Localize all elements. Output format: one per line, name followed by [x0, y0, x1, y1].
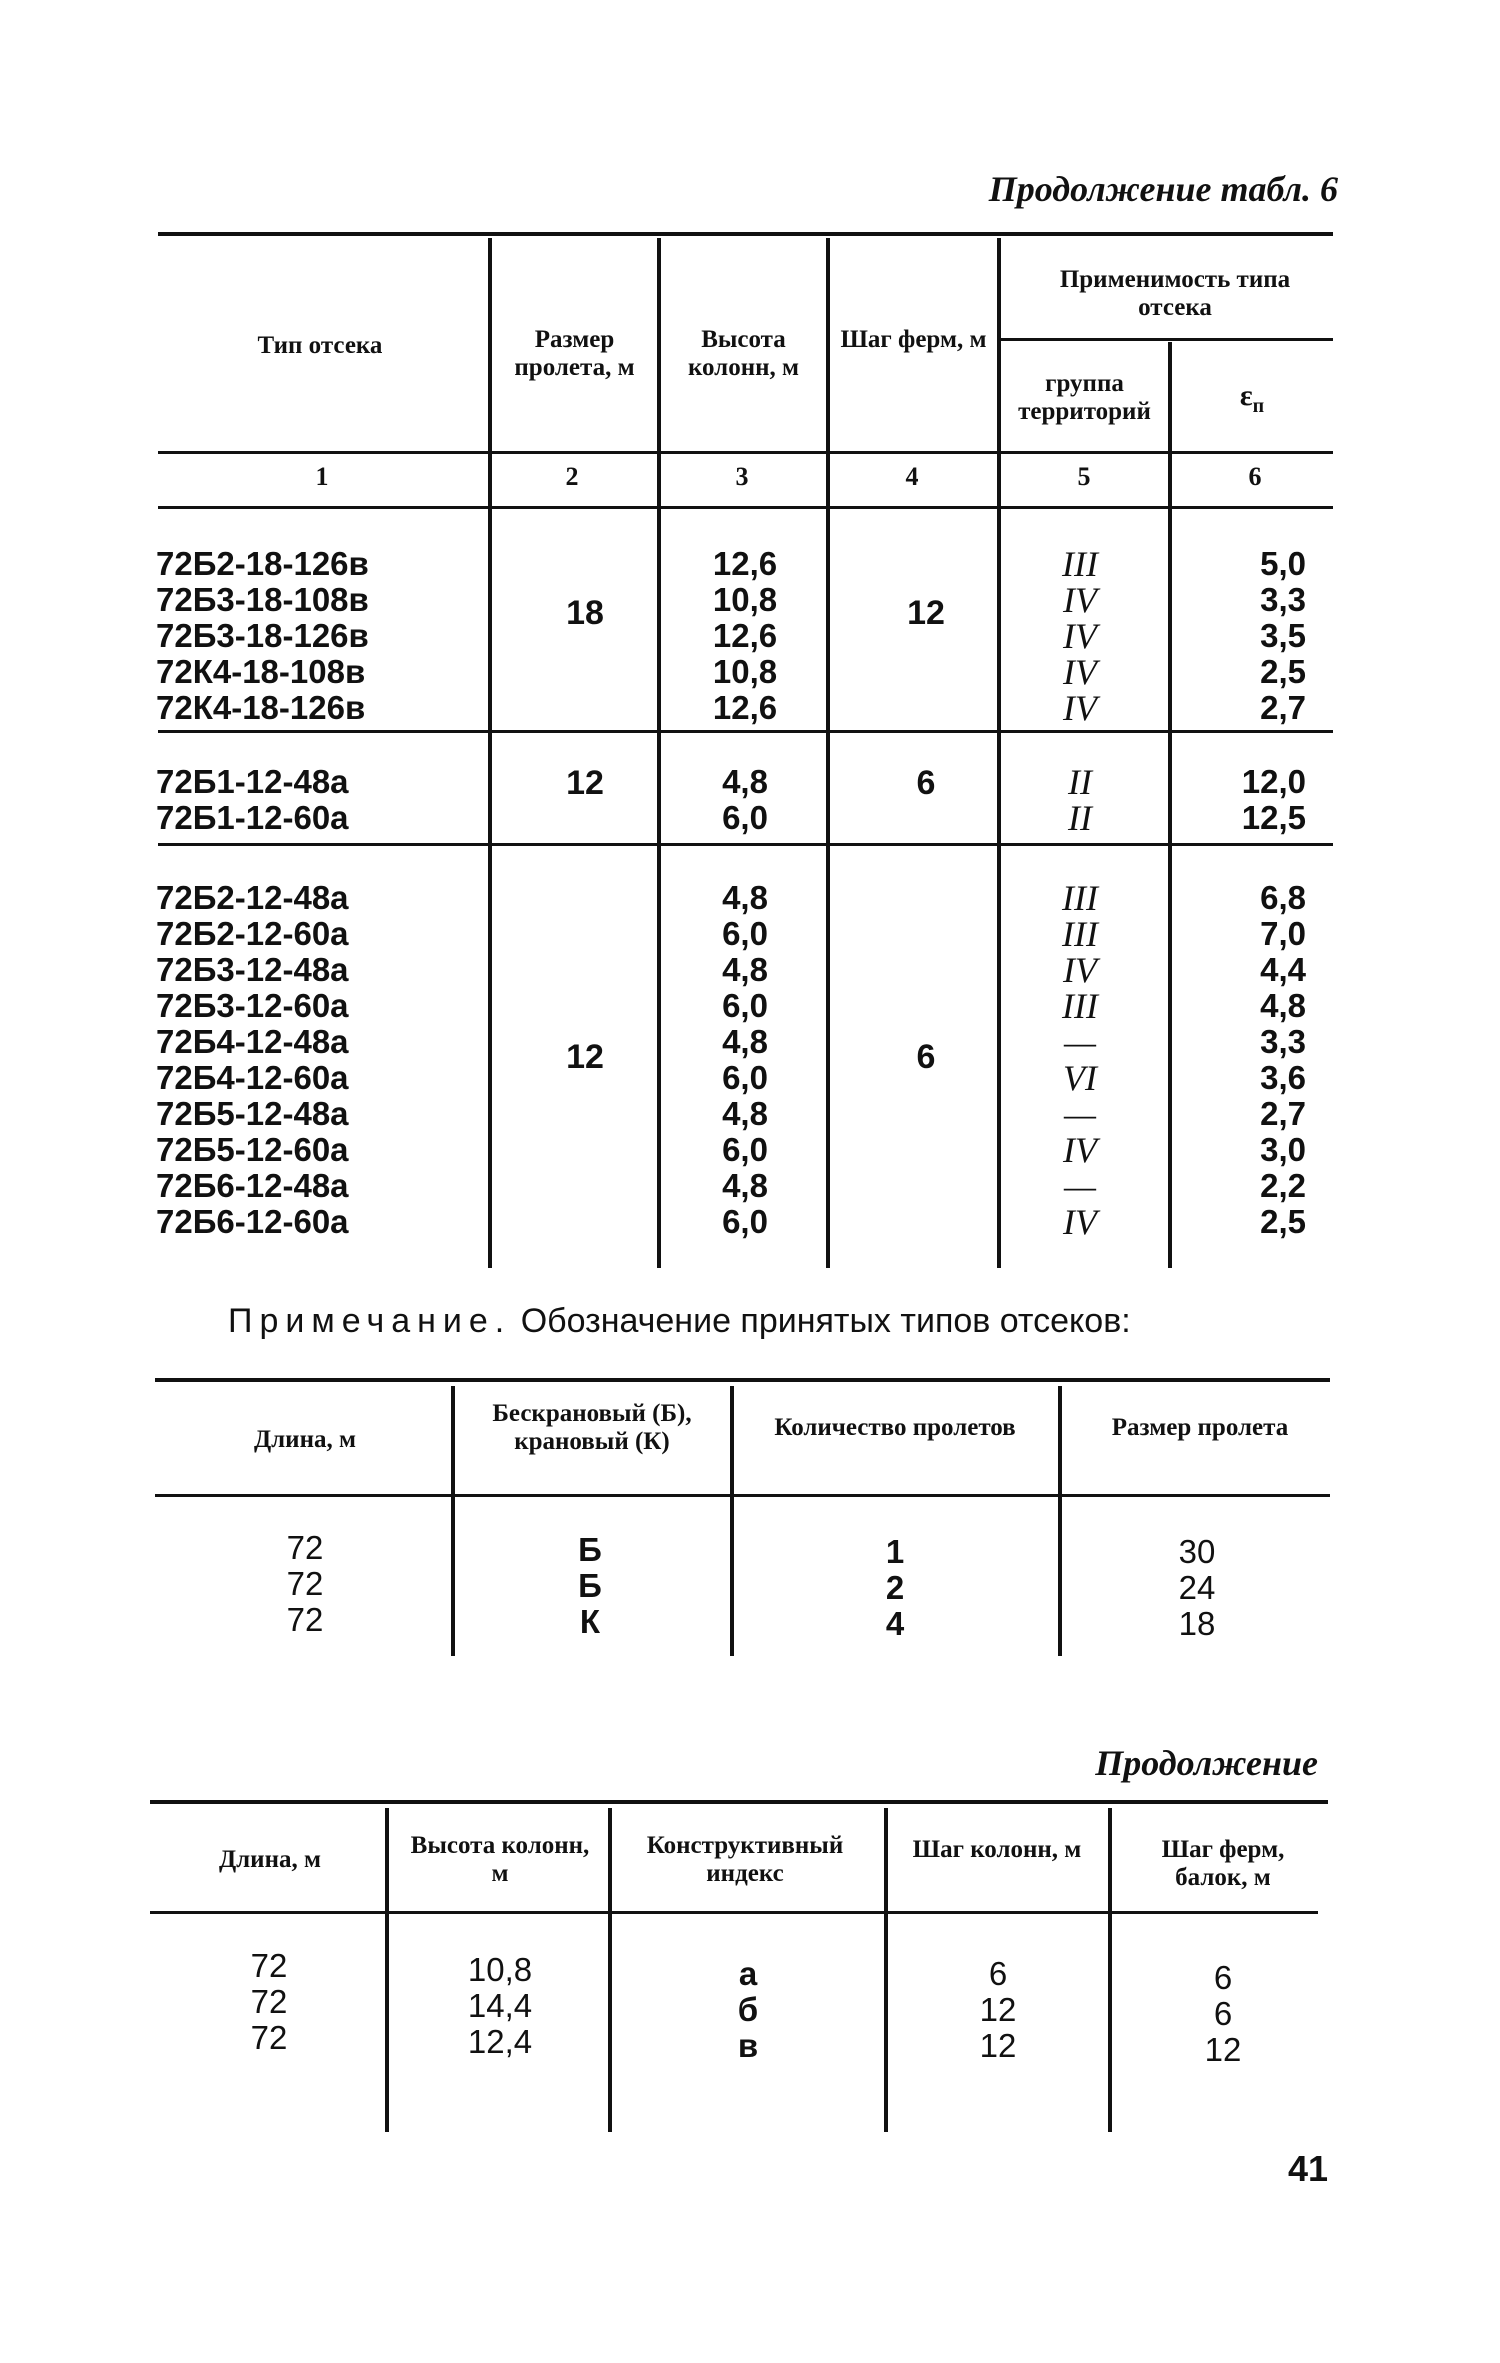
- table-cell: а: [738, 1955, 758, 1992]
- table-row: 72К4-18-108в: [156, 653, 366, 690]
- table-cell: 72: [250, 1947, 288, 1984]
- table-cell: 18: [1178, 1605, 1216, 1642]
- note-vline-3: [1058, 1386, 1062, 1656]
- table-cell: Б: [578, 1567, 602, 1604]
- group3-step: 6: [916, 1038, 936, 1076]
- table-cell: 6: [988, 1955, 1008, 1992]
- note-table-header-rule: [155, 1494, 1330, 1497]
- cont-header-index: Конструктивный индекс: [646, 1832, 844, 1887]
- table6-group2-rule: [158, 843, 1333, 846]
- table-row: 72Б3-12-48а: [156, 951, 349, 988]
- group1-heights: [680, 546, 810, 726]
- note-col-span-size: [1152, 1534, 1242, 1642]
- cell-group: III: [1062, 878, 1098, 918]
- cell-en: 12,5: [1241, 799, 1306, 836]
- cell-height: 4,8: [722, 1095, 768, 1132]
- cell-height: 10,8: [712, 581, 778, 618]
- cell-height: 6,0: [722, 1131, 768, 1168]
- header-span: Размер пролета, м: [514, 326, 635, 381]
- page-number: 41: [1288, 2148, 1329, 2189]
- colnum-1: 1: [315, 462, 329, 491]
- table-cell: 6: [1213, 1995, 1233, 2032]
- note-vline-1: [451, 1386, 455, 1656]
- table-cell: 4: [885, 1605, 905, 1642]
- table-cell: 12: [979, 1991, 1017, 2028]
- cell-height: 6,0: [722, 1203, 768, 1240]
- cont-vline-2: [608, 1808, 612, 2132]
- cell-group: VI: [1063, 1058, 1097, 1098]
- table-row: 72Б6-12-60а: [156, 1203, 349, 1240]
- table6-applicability-rule: [1000, 338, 1333, 341]
- note-vline-2: [730, 1386, 734, 1656]
- cont-col-height: [450, 1952, 550, 2060]
- cell-en: 2,7: [1260, 689, 1306, 726]
- cell-group: III: [1062, 986, 1098, 1026]
- table-row: 72Б2-18-126в: [156, 545, 369, 582]
- en-subscript: п: [1252, 395, 1265, 417]
- table6-colnum-rule: [158, 506, 1333, 509]
- cell-group: IV: [1063, 1202, 1097, 1242]
- cell-en: 3,6: [1260, 1059, 1306, 1096]
- cell-height: 4,8: [722, 951, 768, 988]
- table-cell: 72: [286, 1529, 324, 1566]
- cont-table-header-rule: [150, 1911, 1318, 1914]
- cell-group: IV: [1063, 580, 1097, 620]
- continuation-label: Продолжение: [1095, 1743, 1318, 1783]
- table-cell: 12,4: [467, 2023, 533, 2060]
- cell-en: 4,8: [1260, 987, 1306, 1024]
- table6-header-rule: [158, 451, 1333, 454]
- cell-group: —: [1063, 1022, 1096, 1062]
- cell-height: 12,6: [712, 545, 778, 582]
- colnum-3: 3: [735, 462, 749, 491]
- cell-height: 12,6: [712, 617, 778, 654]
- cell-group: —: [1063, 1166, 1096, 1206]
- group1-span: 18: [566, 594, 604, 632]
- cell-en: 2,2: [1260, 1167, 1306, 1204]
- cell-en: 2,5: [1260, 653, 1306, 690]
- cell-group: —: [1063, 1094, 1096, 1134]
- table-row: 72Б4-12-48а: [156, 1023, 349, 1060]
- cell-group: III: [1062, 914, 1098, 954]
- group3-span: 12: [566, 1038, 604, 1076]
- table-row: 72Б2-12-48а: [156, 879, 349, 916]
- group3-en: [1200, 880, 1306, 1240]
- cell-height: 4,8: [722, 1167, 768, 1204]
- cell-group: IV: [1063, 616, 1097, 656]
- cell-height: 6,0: [722, 987, 768, 1024]
- table-cell: 2: [885, 1569, 905, 1606]
- table-cell: 12: [1204, 2031, 1242, 2068]
- group1-types: [156, 546, 369, 726]
- note: [228, 1302, 1131, 1341]
- note-col-crane: [545, 1532, 635, 1640]
- group1-en: [1200, 546, 1306, 726]
- table-cell: 72: [250, 2019, 288, 2056]
- cell-en: 4,4: [1260, 951, 1306, 988]
- group2-types: [156, 764, 349, 836]
- note-header-crane: Бескрановый (Б), крановый (К): [492, 1400, 692, 1455]
- table6-vline-3: [826, 238, 830, 1268]
- table-row: 72Б5-12-60а: [156, 1131, 349, 1168]
- header-en: [1172, 379, 1332, 420]
- cont-vline-4: [1108, 1808, 1112, 2132]
- group3-types: [156, 880, 349, 1240]
- group2-groups: [1020, 764, 1140, 836]
- group2-en: [1200, 764, 1306, 836]
- cont-table-top-rule: [150, 1800, 1328, 1804]
- group2-heights: [680, 764, 810, 836]
- note-header-spans-count: Количество пролетов: [774, 1414, 1016, 1441]
- table-cell: 72: [286, 1601, 324, 1638]
- cont-header-col-height: Высота колонн, м: [410, 1832, 590, 1887]
- colnum-4: 4: [905, 462, 919, 491]
- cell-group: II: [1068, 762, 1092, 802]
- table-cell: 30: [1178, 1533, 1216, 1570]
- table-cell: 6: [1213, 1959, 1233, 1996]
- table6-top-rule: [158, 232, 1333, 236]
- note-text: Обозначение принятых типов отсеков:: [520, 1302, 1131, 1340]
- table6-vline-1: [488, 238, 492, 1268]
- cell-height: 6,0: [722, 1059, 768, 1096]
- group1-groups: [1020, 546, 1140, 726]
- table6-vline-5: [1168, 342, 1172, 1268]
- cont-header-col-step: Шаг колонн, м: [912, 1836, 1082, 1863]
- table-cell: 72: [286, 1565, 324, 1602]
- table-row: 72Б3-18-126в: [156, 617, 369, 654]
- table-cell: в: [737, 2027, 759, 2064]
- cell-height: 10,8: [712, 653, 778, 690]
- table-row: 72Б1-12-48а: [156, 763, 349, 800]
- cell-en: 2,7: [1260, 1095, 1306, 1132]
- cell-height: 4,8: [722, 879, 768, 916]
- cont-header-length: Длина, м: [218, 1846, 322, 1873]
- table-cell: Б: [578, 1531, 602, 1568]
- cell-group: IV: [1063, 688, 1097, 728]
- group3-heights: [680, 880, 810, 1240]
- table-cell: 12: [979, 2027, 1017, 2064]
- cell-en: 2,5: [1260, 1203, 1306, 1240]
- table6-group1-rule: [158, 730, 1333, 733]
- cont-col-index: [703, 1956, 793, 2064]
- table-cell: 1: [885, 1533, 905, 1570]
- cell-en: 5,0: [1260, 545, 1306, 582]
- header-truss-step: Шаг ферм, м: [840, 326, 987, 353]
- table-cell: б: [737, 1991, 759, 2028]
- table-row: 72Б6-12-48а: [156, 1167, 349, 1204]
- cell-en: 7,0: [1260, 915, 1306, 952]
- table-cell: 10,8: [467, 1951, 533, 1988]
- cell-en: 3,3: [1260, 1023, 1306, 1060]
- cont-header-truss-step: Шаг ферм, балок, м: [1161, 1836, 1285, 1891]
- header-col-height: Высота колонн, м: [687, 326, 800, 381]
- table-row: 72Б5-12-48а: [156, 1095, 349, 1132]
- cell-height: 6,0: [722, 799, 768, 836]
- cell-group: IV: [1063, 950, 1097, 990]
- table6-vline-2: [657, 238, 661, 1268]
- cell-height: 6,0: [722, 915, 768, 952]
- cont-vline-1: [385, 1808, 389, 2132]
- colnum-2: 2: [565, 462, 579, 491]
- cell-en: 12,0: [1241, 763, 1306, 800]
- table-row: 72К4-18-126в: [156, 689, 366, 726]
- note-header-span-size: Размер пролета: [1111, 1414, 1289, 1441]
- cell-group: II: [1068, 798, 1092, 838]
- colnum-6: 6: [1248, 462, 1262, 491]
- cell-height: 12,6: [712, 689, 778, 726]
- cont-vline-3: [884, 1808, 888, 2132]
- cell-en: 6,8: [1260, 879, 1306, 916]
- cell-height: 4,8: [722, 763, 768, 800]
- table-row: 72Б1-12-60а: [156, 799, 349, 836]
- group2-span: 12: [566, 764, 604, 802]
- cont-col-step: [953, 1956, 1043, 2064]
- cell-group: IV: [1063, 652, 1097, 692]
- table-row: 72Б3-12-60а: [156, 987, 349, 1024]
- cell-group: III: [1062, 544, 1098, 584]
- continuation-title: Продолжение табл. 6: [988, 169, 1338, 209]
- note-col-length: [260, 1530, 350, 1638]
- cont-col-truss-step: [1178, 1960, 1268, 2068]
- table-row: 72Б2-12-60а: [156, 915, 349, 952]
- table-cell: 14,4: [467, 1987, 533, 2024]
- cont-col-length: [224, 1948, 314, 2056]
- table-cell: 24: [1178, 1569, 1216, 1606]
- note-label: Примечание.: [228, 1302, 512, 1340]
- en-symbol: ε: [1239, 379, 1253, 412]
- cell-en: 3,5: [1260, 617, 1306, 654]
- cell-en: 3,3: [1260, 581, 1306, 618]
- header-applicability: Применимость типа отсека: [1059, 266, 1291, 321]
- note-header-length: Длина, м: [253, 1426, 357, 1453]
- table-cell: 72: [250, 1983, 288, 2020]
- table-cell: К: [579, 1603, 601, 1640]
- cell-height: 4,8: [722, 1023, 768, 1060]
- group3-groups: [1020, 880, 1140, 1240]
- note-table-top-rule: [155, 1378, 1330, 1382]
- table-row: 72Б3-18-108в: [156, 581, 369, 618]
- header-territory-group: группа территорий: [1018, 370, 1151, 425]
- note-col-spans-count: [850, 1534, 940, 1642]
- colnum-5: 5: [1077, 462, 1091, 491]
- group2-step: 6: [916, 764, 936, 802]
- cell-group: IV: [1063, 1130, 1097, 1170]
- cell-en: 3,0: [1260, 1131, 1306, 1168]
- header-type: Тип отсека: [257, 332, 383, 359]
- group1-step: 12: [907, 594, 945, 632]
- table-row: 72Б4-12-60а: [156, 1059, 349, 1096]
